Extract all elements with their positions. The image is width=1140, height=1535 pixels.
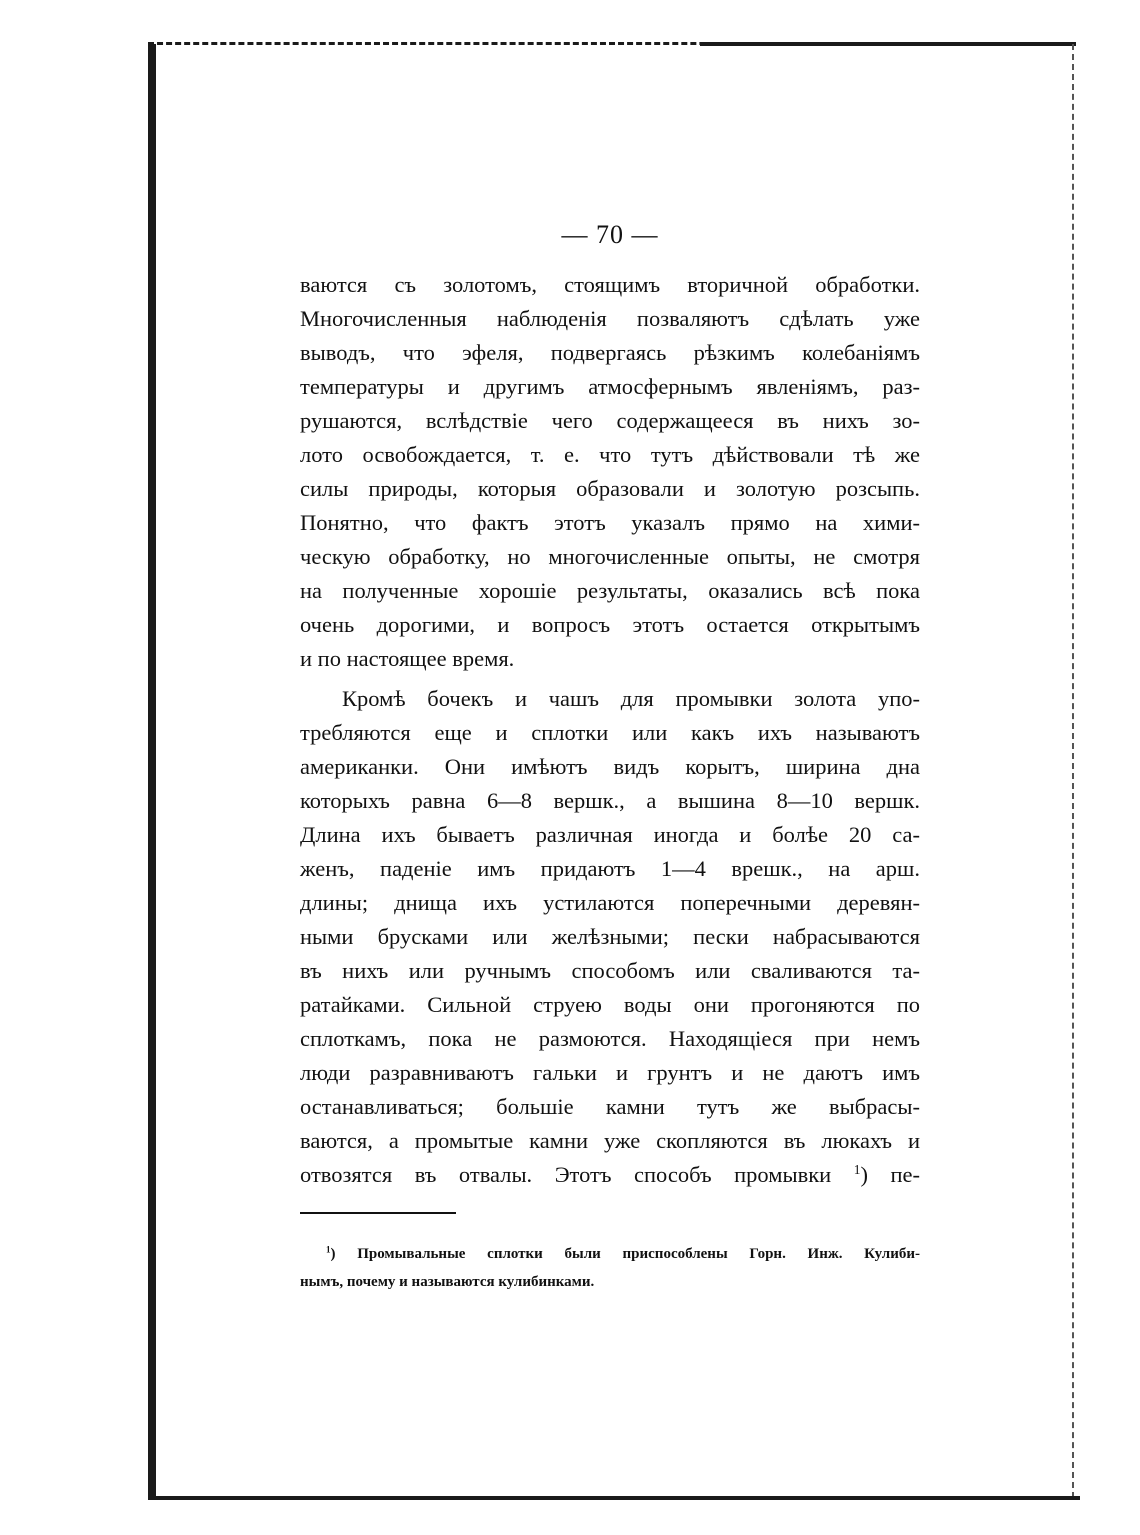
text-line: и по настоящее время. xyxy=(300,646,515,671)
footnote-text: ) Промывальные сплотки были приспособлены Горн. Инж. Кулиби- xyxy=(330,1246,920,1262)
text-line: ратайками. Сильной струею воды они прогоняются по xyxy=(300,992,920,1017)
body-text xyxy=(300,268,920,1192)
page-frame-left xyxy=(148,44,156,1500)
footnote-line xyxy=(300,1240,920,1268)
text-line: въ нихъ или ручнымъ способомъ или сваливаются та- xyxy=(300,958,920,983)
text-line: которыхъ равна 6—8 вершк., а вышина 8—10 вершк. xyxy=(300,788,920,813)
text-line: американки. Они имѣютъ видъ корытъ, ширина дна xyxy=(300,754,920,779)
text-line: женъ, паденіе имъ придаютъ 1—4 врешк., на арш. xyxy=(300,856,920,881)
text-line: Длина ихъ бываетъ различная иногда и болѣе 20 са- xyxy=(300,822,920,847)
text-line: Кромѣ бочекъ и чашъ для промывки золота упо- xyxy=(342,686,920,711)
text-line-with-footnote-ref xyxy=(300,1158,920,1192)
text-line: выводъ, что эфеля, подвергаясь рѣзкимъ колебаніямъ xyxy=(300,340,920,365)
text-line: температуры и другимъ атмосфернымъ явленіямъ, раз- xyxy=(300,374,920,399)
text-line: силы природы, которыя образовали и золотую розсыпь. xyxy=(300,476,920,501)
text-line: ваются, а промытые камни уже скопляются въ люкахъ и xyxy=(300,1128,920,1153)
text-line: сплоткамъ, пока не размоются. Находящіеся при немъ xyxy=(300,1026,920,1051)
text-line: Многочисленныя наблюденія позваляютъ сдѣлать уже xyxy=(300,306,920,331)
text-line: ческую обработку, но многочисленные опыты, не смотря xyxy=(300,544,920,569)
footnote-separator xyxy=(300,1212,456,1214)
page-number: — 70 — xyxy=(561,220,659,249)
text-line-start: отвозятся въ отвалы. Этотъ способъ промывки xyxy=(300,1162,832,1187)
text-line: ными брусками или желѣзными; пески набрасываются xyxy=(300,924,920,949)
text-line: длины; днища ихъ устилаются поперечными деревян- xyxy=(300,890,920,915)
footnote-marker: 1 xyxy=(326,1244,331,1255)
page-frame-top xyxy=(700,42,1076,46)
page-frame-bottom xyxy=(148,1496,1080,1500)
text-line: люди разравниваютъ гальки и грунтъ и не даютъ имъ xyxy=(300,1060,920,1085)
paragraph-2 xyxy=(300,682,920,1192)
text-line: на полученные хорошіе результаты, оказались всѣ пока xyxy=(300,578,920,603)
text-line: лото освобождается, т. е. что тутъ дѣйствовали тѣ же xyxy=(300,442,920,467)
footnote xyxy=(300,1240,920,1296)
footnote-reference: 1 xyxy=(853,1161,861,1177)
text-line: требляются еще и сплотки или какъ ихъ называютъ xyxy=(300,720,920,745)
text-line-end: ) пе- xyxy=(860,1162,920,1187)
text-line: рушаются, вслѣдствіе чего содержащееся въ нихъ зо- xyxy=(300,408,920,433)
page-frame-right xyxy=(1072,44,1074,1498)
paragraph-1 xyxy=(300,268,920,676)
footnote-line: нымъ, почему и называются кулибинками. xyxy=(300,1274,595,1290)
text-line: Понятно, что фактъ этотъ указалъ прямо на хими- xyxy=(300,510,920,535)
text-line: ваются съ золотомъ, стоящимъ вторичной обработки. xyxy=(300,272,920,297)
text-line: останавливаться; большіе камни тутъ же выбрасы- xyxy=(300,1094,920,1119)
text-line: очень дорогими, и вопросъ этотъ остается открытымъ xyxy=(300,612,920,637)
